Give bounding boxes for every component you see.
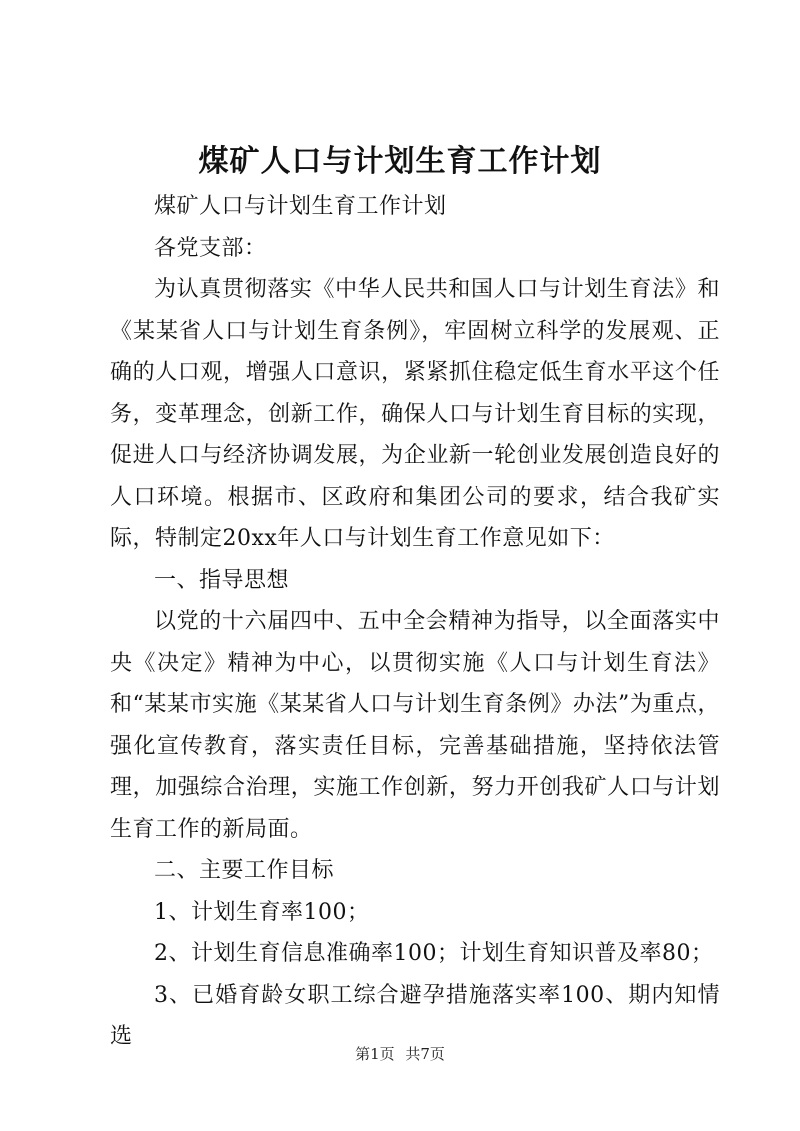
guiding-ideology-paragraph: 以党的十六届四中、五中全会精神为指导，以全面落实中央《决定》精神为中心，以贯彻实施《人口与计划生育法》和“某某市实施《某某省人口与计划生育条例》办法”为重点，强化宣传教育，落实责任目标，完善基础措施，坚持依法管理，加强综合治理，实施工作创新，努力开创我矿人口与计划生育工作的新局面。: [110, 609, 720, 842]
page-number: 第1页: [355, 1045, 395, 1063]
page-footer: [0, 1044, 800, 1064]
goal-item-1: 1、计划生育率100；: [154, 899, 370, 925]
salutation-paragraph: 各党支部：: [154, 235, 267, 261]
goal-item-2: 2、计划生育信息准确率100；计划生育知识普及率80；: [154, 941, 714, 966]
document-title: 煤矿人口与计划生育工作计划: [198, 144, 602, 179]
subtitle-paragraph: 煤矿人口与计划生育工作计划: [154, 194, 447, 219]
page-total: 共7页: [405, 1045, 445, 1063]
section-heading-guiding-ideology: 一、指导思想: [154, 567, 290, 593]
intro-paragraph: 为认真贯彻落实《中华人民共和国人口与计划生育法》和《某某省人口与计划生育条例》，牢固树立科学的发展观、正确的人口观，增强人口意识，紧紧抓住稳定低生育水平这个任务，变革理念，创新工作，确保人口与计划生育目标的实现，促进人口与经济协调发展，为企业新一轮创业发展创造良好的人口环境。根据市、区政府和集团公司的要求，结合我矿实际，特制定20xx年人口与计划生育工作意见如下：: [110, 277, 720, 551]
document-body: [110, 186, 720, 1058]
section-heading-main-goals: 二、主要工作目标: [154, 858, 335, 883]
goal-item-3: 3、已婚育龄女职工综合避孕措施落实率100、期内知情选: [110, 982, 720, 1049]
